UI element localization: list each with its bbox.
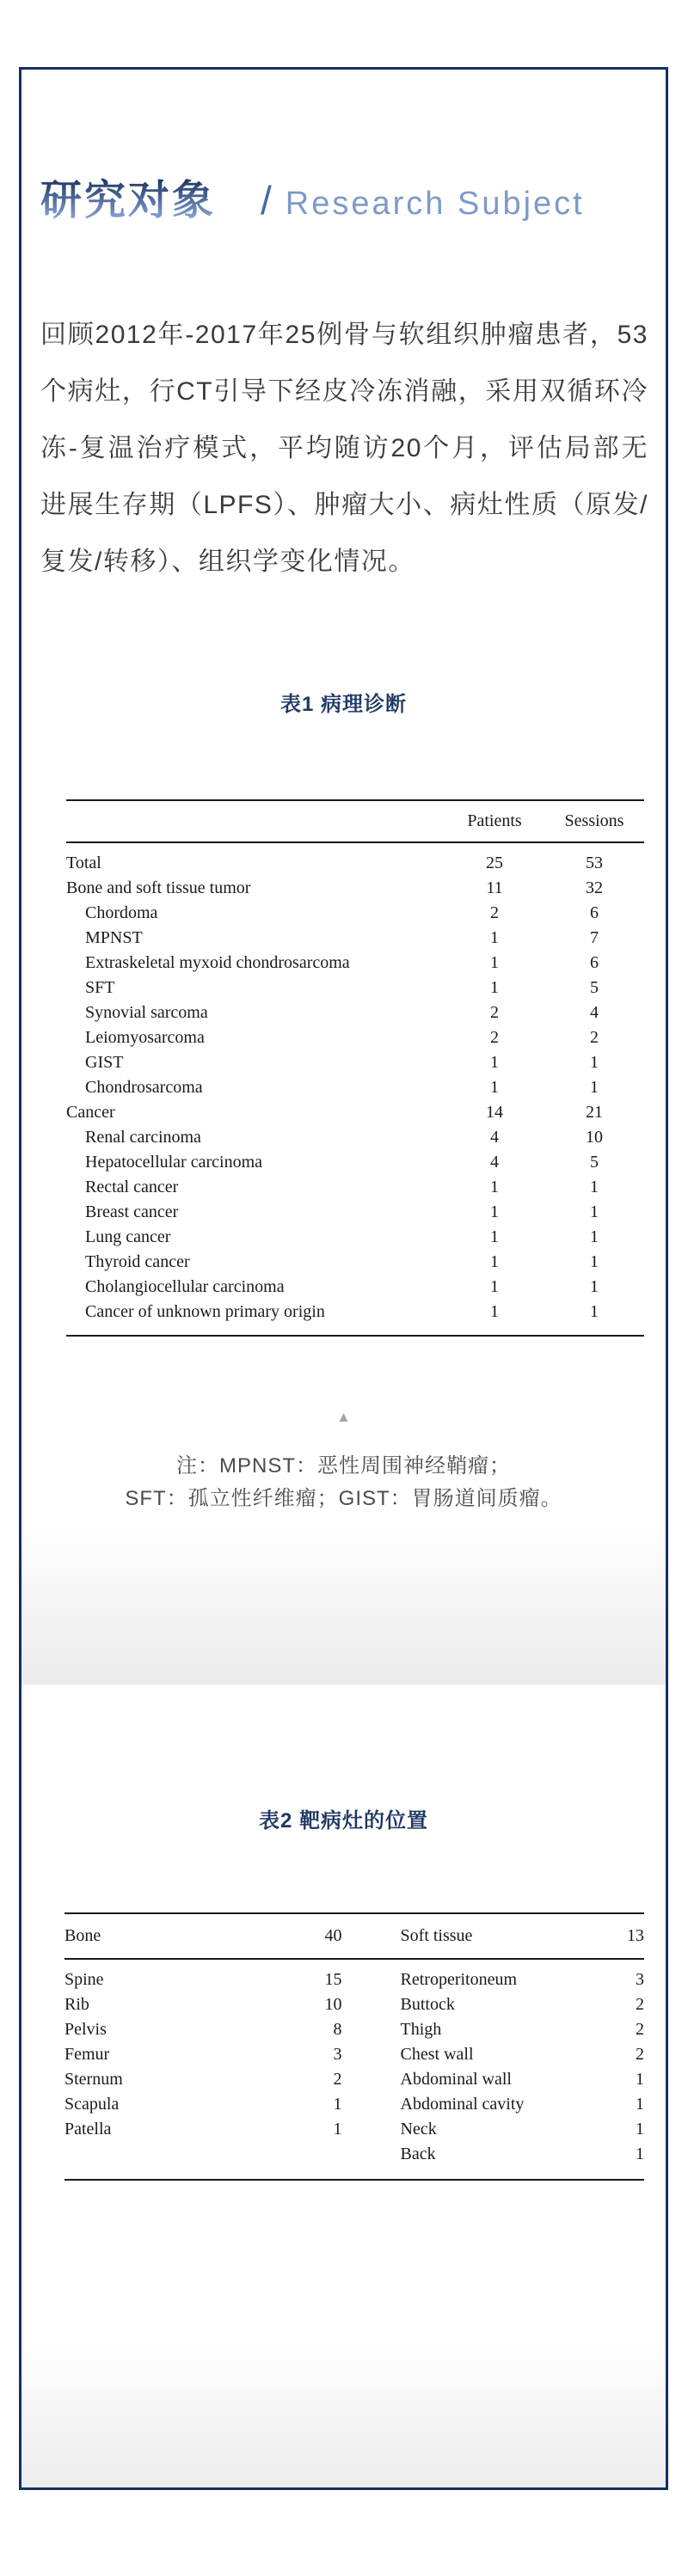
table-row (66, 1075, 644, 1100)
soft-tissue-column-header: Soft tissue (400, 1926, 473, 1945)
diagnosis-cell: Rectal cancer (85, 1178, 179, 1196)
table1-note (22, 1450, 666, 1515)
diagnosis-cell: SFT (85, 978, 115, 997)
soft-tissue-site-cell: Back (400, 2145, 436, 2163)
patients-cell: 1 (490, 1053, 499, 1072)
soft-tissue-count-cell: 2 (636, 2020, 644, 2039)
table1-caption: 表1 病理诊断 (280, 693, 407, 716)
bone-site-cell: Scapula (64, 2095, 120, 2114)
bone-count-cell: 1 (333, 2120, 342, 2139)
soft-tissue-count-cell: 1 (636, 2095, 644, 2114)
content-card (19, 67, 668, 2490)
table-row (64, 2092, 644, 2117)
patients-cell: 1 (490, 928, 499, 947)
bone-count-cell (273, 2142, 341, 2180)
bone-count-cell: 1 (333, 2095, 342, 2114)
diagnosis-cell: Renal carcinoma (85, 1128, 201, 1147)
sessions-cell: 1 (590, 1277, 599, 1296)
soft-tissue-count-cell: 1 (636, 2120, 644, 2139)
soft-tissue-site-cell: Chest wall (400, 2045, 474, 2064)
diagnosis-cell: Hepatocellular carcinoma (85, 1153, 262, 1172)
diagnosis-cell: GIST (85, 1053, 124, 1072)
table-row (66, 901, 644, 926)
table-row (66, 842, 644, 876)
title-slash: / (261, 178, 272, 223)
patients-cell: 1 (490, 1178, 499, 1196)
table2-body (64, 1959, 644, 2180)
soft-tissue-site-cell: Neck (400, 2120, 437, 2139)
diagnosis-cell: Bone and soft tissue tumor (66, 878, 251, 897)
bone-count-cell: 2 (333, 2070, 342, 2089)
soft-tissue-site-cell: Thigh (400, 2020, 442, 2039)
soft-tissue-site-cell: Abdominal wall (400, 2070, 512, 2089)
patients-cell: 1 (490, 1078, 499, 1097)
diagnosis-cell: Total (66, 854, 101, 872)
soft-tissue-count-cell: 1 (636, 2145, 644, 2163)
sessions-cell: 53 (586, 854, 603, 872)
soft-tissue-site-cell: Retroperitoneum (400, 1970, 518, 1989)
patients-cell: 14 (486, 1103, 503, 1122)
sessions-cell: 21 (586, 1103, 603, 1122)
diagnosis-cell: Chordoma (85, 903, 158, 922)
patients-cell: 1 (490, 1202, 499, 1221)
sessions-column-header: Sessions (564, 811, 624, 830)
table-row (66, 1025, 644, 1050)
patients-cell: 2 (490, 903, 499, 922)
bone-count-cell: 10 (324, 1995, 342, 2014)
patients-cell: 1 (490, 1302, 499, 1321)
soft-tissue-count-cell: 2 (636, 1995, 644, 2014)
table-row (66, 876, 644, 901)
bone-site-cell: Femur (64, 2045, 110, 2064)
table-row (66, 1300, 644, 1336)
sessions-cell: 6 (590, 903, 599, 922)
soft-tissue-count-cell: 3 (636, 1970, 644, 1989)
sessions-cell: 10 (586, 1128, 603, 1147)
patients-cell: 2 (490, 1003, 499, 1022)
diagnosis-column-header (66, 800, 445, 842)
section-lesion-location (22, 1685, 666, 2487)
table-row (66, 926, 644, 951)
diagnosis-cell: Chondrosarcoma (85, 1078, 203, 1097)
table2-caption: 表2 靶病灶的位置 (258, 1809, 428, 1833)
bone-count-cell: 3 (333, 2045, 342, 2064)
table-header-row (66, 800, 644, 842)
soft-tissue-site-cell: Abdominal cavity (400, 2095, 525, 2114)
section-title-cn: 研究对象 (40, 178, 217, 223)
sessions-cell: 5 (590, 978, 599, 997)
soft-tissue-site-cell: Buttock (400, 1995, 455, 2014)
table-row (66, 1000, 644, 1025)
intro-paragraph: 回顾2012年-2017年25例骨与软组织肿瘤患者，53个病灶，行CT引导下经皮冷冻消融，采用双循环冷冻-复温治疗模式，平均随访20个月，评估局部无进展生存期（LPFS）、肿瘤大小、病灶性质（原发/复发/转移）、组织学变化情况。 (40, 321, 648, 576)
patients-cell: 4 (490, 1153, 499, 1172)
diagnosis-cell: MPNST (85, 928, 143, 947)
note-line-2: SFT：孤立性纤维瘤；GIST：胃肠道间质瘤。 (125, 1487, 562, 1510)
table-row (64, 2042, 644, 2067)
table-row (66, 1250, 644, 1275)
diagnosis-cell: Cholangiocellular carcinoma (85, 1277, 285, 1296)
sessions-cell: 1 (590, 1078, 599, 1097)
diagnosis-cell: Breast cancer (85, 1202, 179, 1221)
table-row (66, 1100, 644, 1125)
bone-site-cell: Sternum (64, 2070, 123, 2089)
triangle-up-icon: ▲ (336, 1409, 351, 1425)
table-row (66, 976, 644, 1000)
table-row (64, 1992, 644, 2017)
sessions-cell: 7 (590, 928, 599, 947)
patients-cell: 1 (490, 978, 499, 997)
soft-tissue-count-cell: 2 (636, 2045, 644, 2064)
patients-cell: 25 (486, 854, 503, 872)
sessions-cell: 1 (590, 1227, 599, 1246)
patients-cell: 1 (490, 1277, 499, 1296)
table-row (66, 951, 644, 976)
diagnosis-cell: Leiomyosarcoma (85, 1028, 205, 1047)
table-row (64, 2142, 644, 2180)
diagnosis-cell: Synovial sarcoma (85, 1003, 208, 1022)
bone-count-cell: 8 (333, 2020, 342, 2039)
sessions-cell: 5 (590, 1153, 599, 1172)
bone-column-header: Bone (64, 1926, 101, 1945)
table-header-row (64, 1913, 644, 1959)
table-row (66, 1225, 644, 1250)
bone-site-cell: Rib (64, 1995, 89, 2014)
sessions-cell: 1 (590, 1178, 599, 1196)
patients-cell: 2 (490, 1028, 499, 1047)
section-title-en: Research Subject (285, 186, 585, 222)
sessions-cell: 2 (590, 1028, 599, 1047)
bone-site-cell: Patella (64, 2120, 112, 2139)
patients-cell: 11 (486, 878, 503, 897)
patients-cell: 1 (490, 1227, 499, 1246)
bone-count-cell: 15 (324, 1970, 342, 1989)
diagnosis-cell: Cancer (66, 1103, 115, 1122)
patients-cell: 1 (490, 1252, 499, 1271)
diagnosis-cell: Lung cancer (85, 1227, 171, 1246)
bone-site-cell (64, 2142, 273, 2180)
soft-tissue-count-cell: 1 (636, 2070, 644, 2089)
sessions-cell: 1 (590, 1053, 599, 1072)
pathology-diagnosis-table (66, 799, 644, 1337)
sessions-cell: 6 (590, 953, 599, 972)
sessions-cell: 1 (590, 1252, 599, 1271)
sessions-cell: 4 (590, 1003, 599, 1022)
table-row (66, 1175, 644, 1200)
diagnosis-cell: Extraskeletal myxoid chondrosarcoma (85, 953, 350, 972)
lesion-location-table (64, 1912, 644, 2181)
diagnosis-cell: Thyroid cancer (85, 1252, 190, 1271)
note-line-1: 注：MPNST：恶性周围神经鞘瘤； (176, 1454, 511, 1478)
sessions-cell: 1 (590, 1302, 599, 1321)
table-row (66, 1050, 644, 1075)
section-research-subject (22, 70, 666, 1685)
bone-site-cell: Spine (64, 1970, 104, 1989)
table-row (64, 2017, 644, 2042)
table-row (64, 1959, 644, 1992)
table-row (64, 2117, 644, 2142)
patients-cell: 1 (490, 953, 499, 972)
soft-tissue-total-value: 13 (627, 1926, 644, 1945)
table-row (64, 2067, 644, 2092)
bone-total-value: 40 (324, 1926, 342, 1945)
table-row (66, 1275, 644, 1300)
sessions-cell: 1 (590, 1202, 599, 1221)
patients-column-header: Patients (467, 811, 522, 830)
table-row (66, 1200, 644, 1225)
patients-cell: 4 (490, 1128, 499, 1147)
sessions-cell: 32 (586, 878, 603, 897)
table1-body (66, 842, 644, 1336)
diagnosis-cell: Cancer of unknown primary origin (85, 1302, 325, 1321)
table-row (66, 1150, 644, 1175)
bone-site-cell: Pelvis (64, 2020, 107, 2039)
section-title (40, 174, 666, 236)
table-row (66, 1125, 644, 1150)
